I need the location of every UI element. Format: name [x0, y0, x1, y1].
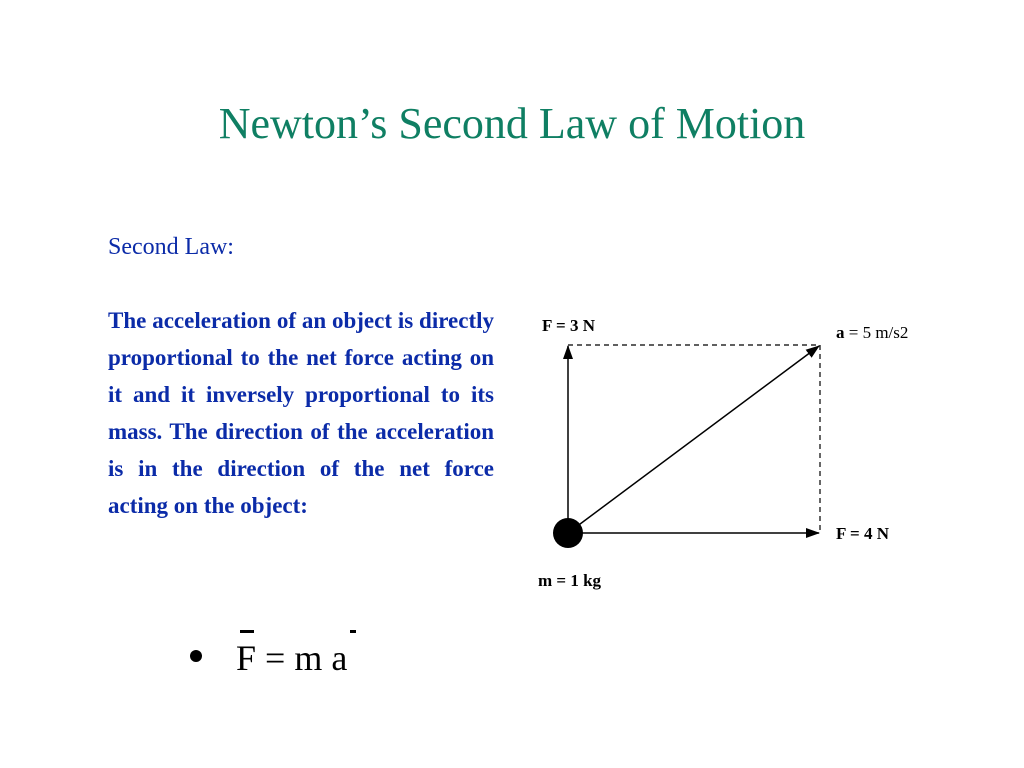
force-vector-bar	[240, 630, 254, 633]
acceleration-label	[836, 323, 908, 342]
acceleration-symbol: a	[836, 323, 845, 342]
second-law-heading: Second Law:	[108, 234, 234, 260]
acceleration-value: = 5 m/s2	[844, 323, 909, 342]
acceleration-vector-bar	[350, 630, 356, 633]
mass-dot	[553, 518, 583, 548]
formula-bullet-item	[190, 620, 450, 690]
horizontal-force-label: F = 4 N	[836, 524, 889, 543]
mass-label: m = 1 kg	[538, 571, 602, 590]
slide-title: Newton’s Second Law of Motion	[218, 99, 806, 148]
force-vector-diagram	[520, 300, 960, 600]
second-law-statement: The acceleration of an object is directly proportional to the net force acting on it and it inversely proportional to its mass. The direction of the acceleration is in the direction of the net force acting on the object:	[108, 308, 494, 518]
newton-second-law-formula: F = m a	[236, 638, 348, 678]
vertical-force-label: F = 3 N	[542, 316, 595, 335]
bullet-dot-icon	[190, 650, 202, 662]
acceleration-arrow	[568, 346, 819, 533]
